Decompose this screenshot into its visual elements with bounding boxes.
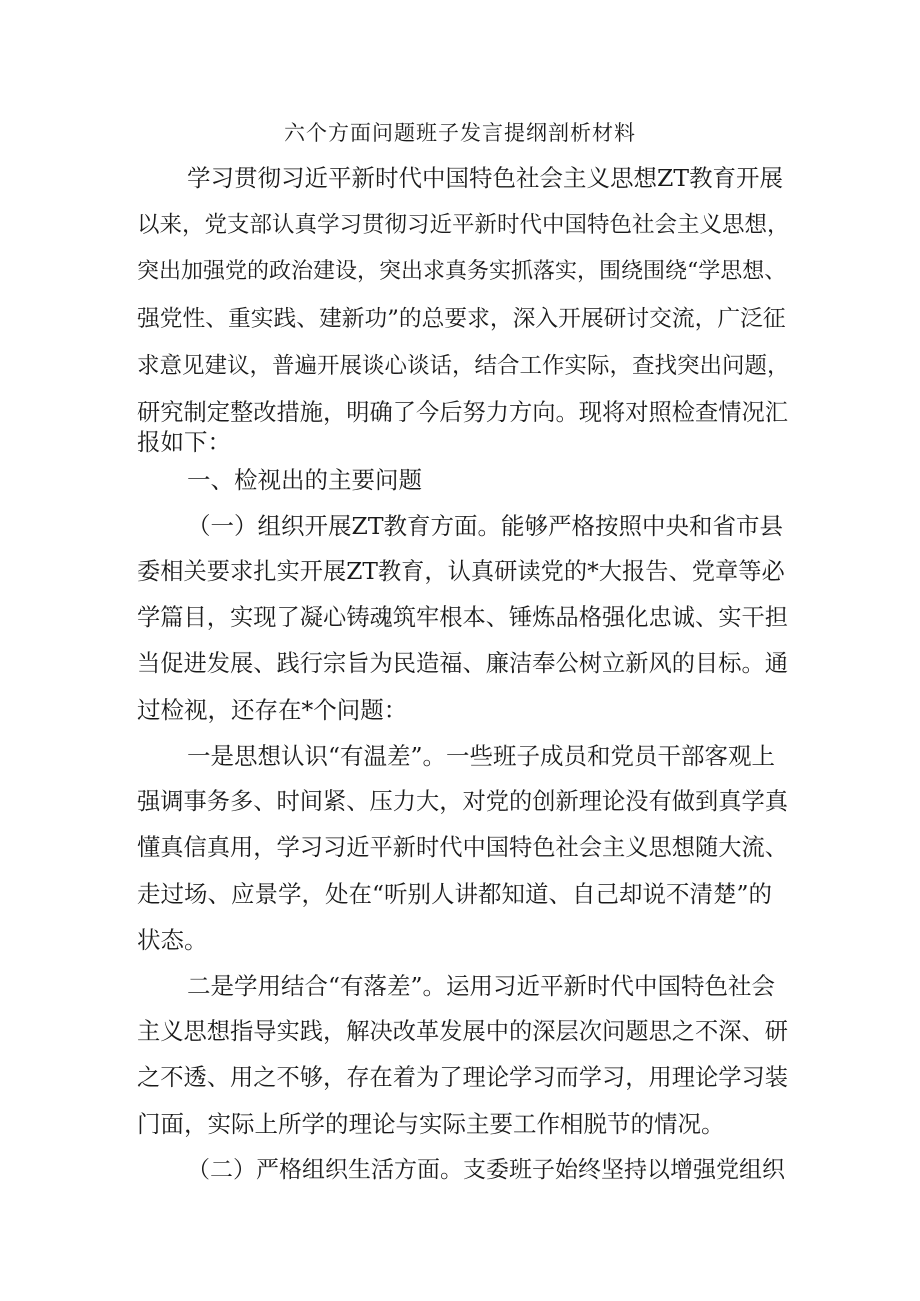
- paragraph-line: 一是思想认识“有温差”。一些班子成员和党员干部客观上: [187, 742, 776, 770]
- paragraph-line: 二是学用结合“有落差”。运用习近平新时代中国特色社会: [187, 972, 776, 1000]
- paragraph-line: 强调事务多、时间紧、压力大，对党的创新理论没有做到真学真: [137, 788, 789, 815]
- section-heading: 一、检视出的主要问题: [187, 466, 422, 494]
- paragraph-line: 强党性、重实践、建新功”的总要求，深入开展研讨交流，广泛征: [137, 306, 786, 332]
- paragraph-line: （二）严格组织生活方面。支委班子始终坚持以增强党组织: [187, 1157, 785, 1183]
- paragraph-line: 之不透、用之不够，存在着为了理论学习而学习，用理论学习装: [137, 1064, 789, 1091]
- paragraph-line: 报如下：: [137, 428, 231, 456]
- paragraph-line: （一）组织开展ZT教育方面。能够严格按照中央和省市县: [187, 512, 784, 540]
- paragraph-line: 主义思想指导实践，解决改革发展中的深层次问题思之不深、研: [137, 1018, 789, 1045]
- paragraph-line: 走过场、应景学，处在“听别人讲都知道、自己却说不清楚”的: [137, 880, 773, 908]
- paragraph-line: 委相关要求扎实开展ZT教育，认真研读党的*大报告、党章等必: [137, 558, 785, 585]
- paragraph-line: 过检视，还存在*个问题：: [137, 696, 408, 724]
- paragraph-line: 懂真信真用，学习习近平新时代中国特色社会主义思想随大流、: [137, 834, 789, 861]
- paragraph-line: 突出加强党的政治建设，突出求真务实抓落实，围绕围绕“学思想、: [137, 259, 787, 284]
- paragraph-line: 求意见建议，普遍开展谈心谈话，结合工作实际，查找突出问题，: [137, 353, 790, 379]
- paragraph-line: 以来，党支部认真学习贯彻习近平新时代中国特色社会主义思想，: [137, 212, 790, 238]
- document-title: 六个方面问题班子发言提纲剖析材料: [284, 121, 636, 145]
- paragraph-line: 当促进发展、践行宗旨为民造福、廉洁奉公树立新风的目标。通: [137, 650, 789, 677]
- paragraph-line: 学习贯彻习近平新时代中国特色社会主义思想ZT教育开展: [187, 164, 784, 192]
- paragraph-line: 研究制定整改措施，明确了今后努力方向。现将对照检查情况汇: [137, 399, 789, 426]
- paragraph-line: 门面，实际上所学的理论与实际主要工作相脱节的情况。: [137, 1110, 725, 1138]
- paragraph-line: 学篇目，实现了凝心铸魂筑牢根本、锤炼品格强化忠诚、实干担: [137, 604, 789, 631]
- paragraph-line: 状态。: [137, 926, 208, 954]
